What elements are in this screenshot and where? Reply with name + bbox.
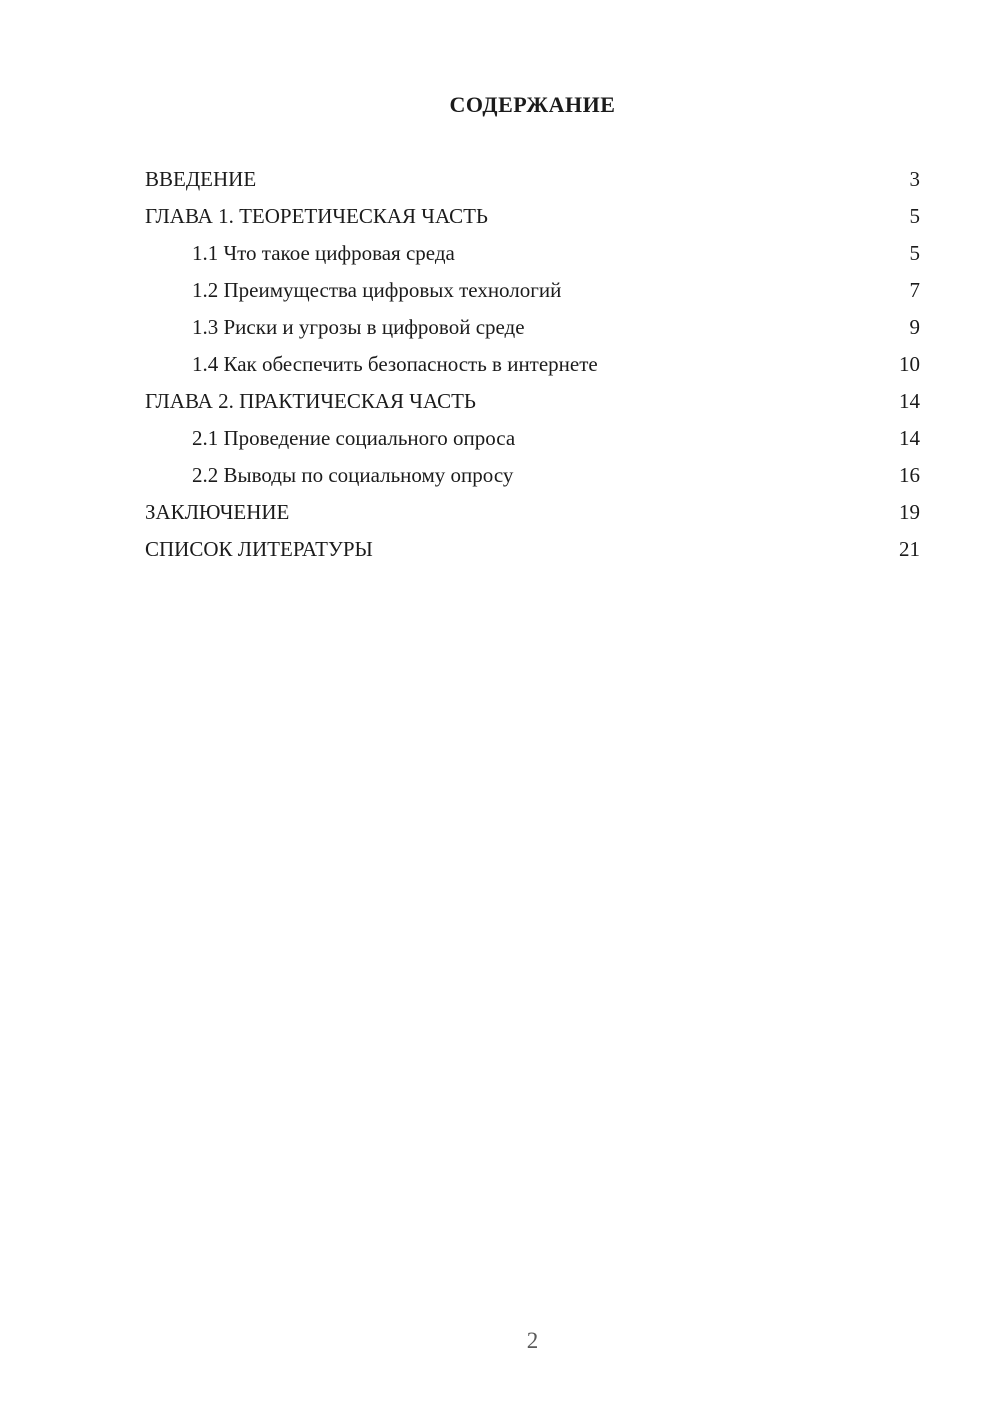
toc-entry-label: 1.1 Что такое цифровая среда	[192, 241, 455, 265]
toc-entry	[145, 272, 920, 309]
toc-entry-page-number: 14	[899, 389, 920, 413]
toc-entry-page-number: 9	[909, 315, 920, 339]
toc-entry-label: СПИСОК ЛИТЕРАТУРЫ	[145, 537, 373, 561]
toc-entry-page-number: 16	[899, 463, 920, 487]
toc-entry-label: 1.2 Преимущества цифровых технологий	[192, 278, 562, 302]
toc-entry	[145, 309, 920, 346]
toc-entry-page-number: 3	[909, 167, 920, 191]
toc-entry	[145, 346, 920, 383]
toc-entry	[145, 235, 920, 272]
toc-entry	[145, 383, 920, 420]
page-title: СОДЕРЖАНИЕ	[449, 92, 616, 117]
toc-entry	[145, 420, 920, 457]
toc-entry-page-number: 10	[899, 352, 920, 376]
table-of-contents	[145, 161, 920, 568]
toc-entry-label: ГЛАВА 1. ТЕОРЕТИЧЕСКАЯ ЧАСТЬ	[145, 204, 488, 228]
toc-entry-page-number: 21	[899, 537, 920, 561]
toc-entry-label: 2.2 Выводы по социальному опросу	[192, 463, 514, 487]
toc-entry	[145, 494, 920, 531]
toc-entry-label: ВВЕДЕНИЕ	[145, 167, 257, 191]
toc-entry-label: ГЛАВА 2. ПРАКТИЧЕСКАЯ ЧАСТЬ	[145, 389, 476, 413]
toc-entry	[145, 198, 920, 235]
toc-entry-label: ЗАКЛЮЧЕНИЕ	[145, 500, 290, 524]
toc-entry-page-number: 5	[909, 204, 920, 228]
toc-entry-page-number: 19	[899, 500, 920, 524]
toc-entry	[145, 531, 920, 568]
toc-entry-label: 2.1 Проведение социального опроса	[192, 426, 516, 450]
toc-entry-page-number: 5	[909, 241, 920, 265]
toc-entry-page-number: 14	[899, 426, 920, 450]
toc-entry-label: 1.3 Риски и угрозы в цифровой среде	[192, 315, 525, 339]
toc-entry	[145, 457, 920, 494]
toc-entry	[145, 161, 920, 198]
footer-page-number: 2	[526, 1328, 539, 1353]
toc-entry-page-number: 7	[909, 278, 920, 302]
toc-entry-label: 1.4 Как обеспечить безопасность в интернете	[192, 352, 598, 376]
